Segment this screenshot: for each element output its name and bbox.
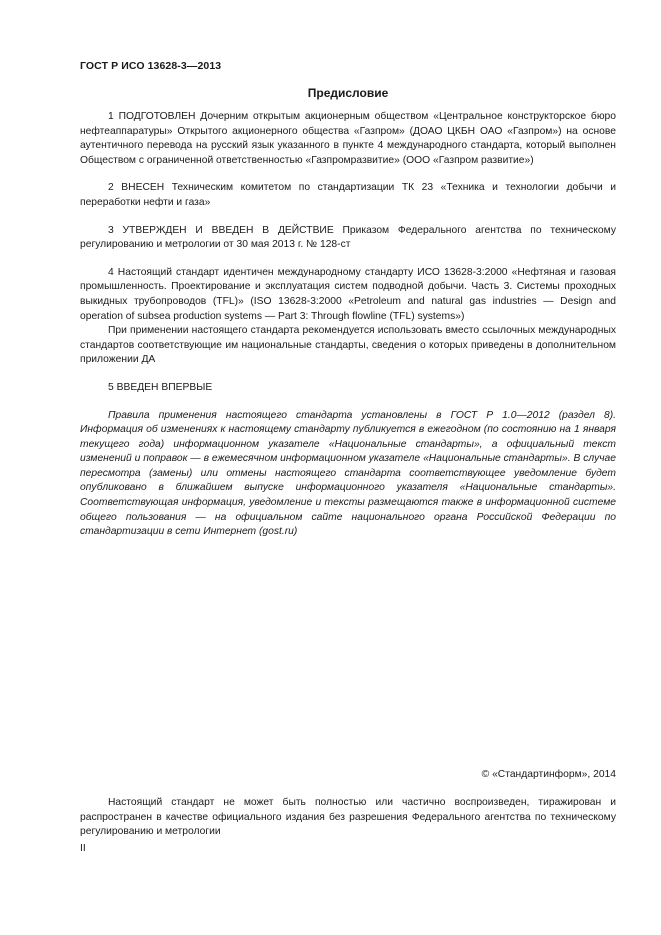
notice-text: Настоящий стандарт не может быть полностью или частично воспроизведен, тиражирован и распространен в качестве официального издания без разрешения Федерального агентства по техническому регулированию и метрологии (80, 797, 616, 838)
paragraph-identical: 4 Настоящий стандарт идентичен международному стандарту ИСО 13628-3:2000 «Нефтяная и газовая промышленность. Проектирование и эксплуатация систем подводной добычи. Часть 3. Системы проходных выкидных трубопроводов (TFL)» (ISO 13628-3:2000 «Petroleum and natural gas industries — Design and operation of subsea production systems — Part 3: Through flowline (TFL) systems») (80, 266, 616, 322)
reproduction-notice (80, 796, 616, 840)
document-id-header: ГОСТ Р ИСО 13628-3—2013 (80, 60, 222, 72)
copyright-line: © «Стандартинформ», 2014 (481, 769, 616, 780)
page-title: Предисловие (307, 86, 389, 100)
paragraph-prepared: 1 ПОДГОТОВЛЕН Дочерним открытым акционерным обществом «Центральное конструкторское бюро нефтеаппаратуры» Открытого акционерного общества «Газпром» (ДОАО ЦКБН ОАО «Газпром») на основе аутентичного перевода на русский язык указанного в пункте 4 международного стандарта, который выполнен Обществом с ограниченной ответственностью «Газпромразвитие» (ООО «Газпром развитие») (80, 111, 616, 166)
page-number: II (80, 843, 86, 854)
paragraph-submitted: 2 ВНЕСЕН Техническим комитетом по стандартизации ТК 23 «Техника и технологии добычи и переработки нефти и газа» (80, 182, 616, 208)
paragraph-application-note: При применении настоящего стандарта рекомендуется использовать вместо ссылочных международных стандартов соответствующие им национальные стандарты, сведения о которых приведены в дополнительном приложении ДА (80, 325, 616, 366)
foreword-body (80, 110, 616, 540)
paragraph-approved: 3 УТВЕРЖДЕН И ВВЕДЕН В ДЕЙСТВИЕ Приказом Федерального агентства по техническому регулированию и метрологии от 30 мая 2013 г. № 128-ст (80, 224, 616, 251)
paragraph-rules-italic: Правила применения настоящего стандарта установлены в ГОСТ Р 1.0—2012 (раздел 8). Информация об изменениях к настоящему стандарту публикуется в ежегодном (по состоянию на 1 января текущего года) информационном указателе «Национальные стандарты», а официальный текст изменений и поправок — в ежемесячном информационном указателе «Национальные стандарты». В случае пересмотра (замены) или отмены настоящего стандарта соответствующее уведомление будет опубликовано в ближайшем выпуске информационного указателя «Национальные стандарты». Соответствующая информация, уведомление и тексты размещаются также в информационной системе общего пользования — на официальном сайте национального органа Российской Федерации по стандартизации в сети Интернет (gost.ru) (80, 409, 616, 538)
paragraph-introduced: 5 ВВЕДЕН ВПЕРВЫЕ (108, 381, 213, 393)
